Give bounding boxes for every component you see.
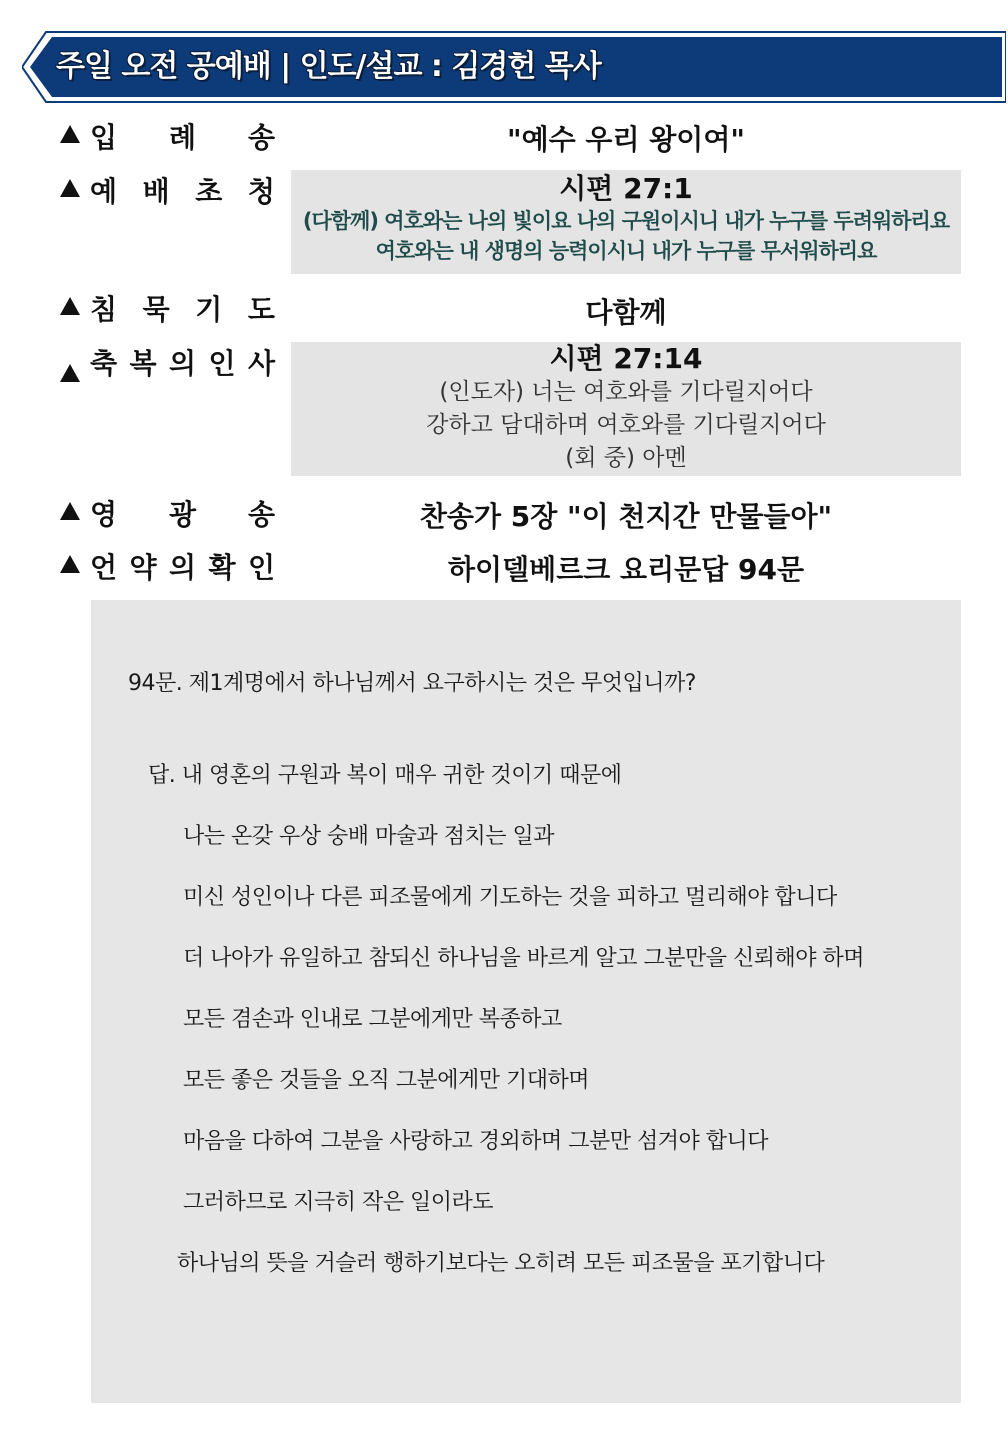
order-row-call-to-worship [0, 170, 1008, 274]
scripture-reference: 시편 27:1 [559, 172, 693, 205]
order-value: "예수 우리 왕이여" [506, 123, 745, 156]
order-label: 침 묵 기 도 [60, 288, 275, 328]
order-label: 영 광 송 [60, 493, 275, 533]
catechism-answer-line: 그러하므로 지극히 작은 일이라도 [183, 1190, 494, 1215]
order-row-greeting [0, 342, 1008, 476]
triangle-bullet-icon [60, 502, 80, 520]
order-row-covenant-confirmation [0, 546, 1008, 586]
scripture-reference: 시편 27:14 [549, 342, 703, 375]
triangle-bullet-icon [60, 125, 80, 143]
catechism-answer-line: 더 나아가 유일하고 참되신 하나님을 바르게 알고 그분만을 신뢰해야 하며 [183, 946, 865, 971]
order-value: 다함께 [585, 296, 667, 329]
catechism-answer-line: 마음을 다하여 그분을 사랑하고 경외하며 그분만 섬겨야 합니다 [183, 1129, 769, 1154]
triangle-bullet-icon [60, 555, 80, 573]
catechism-box [91, 600, 961, 1403]
catechism-answer-line: 나는 온갖 우상 숭배 마술과 점치는 일과 [183, 824, 554, 849]
catechism-question: 94문. 제1계명에서 하나님께서 요구하시는 것은 무엇입니까? [128, 671, 696, 696]
scripture-box [291, 342, 961, 476]
catechism-answer-line: 모든 좋은 것들을 오직 그분에게만 기대하며 [183, 1068, 590, 1093]
order-row-silent-prayer [0, 288, 1008, 328]
order-value: 하이델베르크 요리문답 94문 [448, 553, 804, 586]
catechism-answer-line: 답. 내 영혼의 구원과 복이 매우 귀한 것이기 때문에 [148, 763, 622, 788]
scripture-line: 여호와는 내 생명의 능력이시니 내가 누구를 무서워하리요 [375, 239, 877, 263]
scripture-box [291, 170, 961, 274]
scripture-line: (다함께) 여호와는 나의 빛이요 나의 구원이시니 내가 누구를 두려워하리요 [302, 209, 950, 233]
catechism-answer-line: 모든 겸손과 인내로 그분에게만 복종하고 [183, 1007, 562, 1032]
order-row-entrance-hymn [0, 116, 1008, 156]
triangle-bullet-icon [60, 179, 80, 197]
order-label: 예 배 초 청 [60, 170, 275, 210]
scripture-line: (인도자) 너는 여호와를 기다릴지어다 [439, 379, 813, 405]
triangle-bullet-icon [60, 297, 80, 315]
catechism-answer-line: 미신 성인이나 다른 피조물에게 기도하는 것을 피하고 멀리해야 합니다 [183, 885, 837, 910]
order-label: 축 복 의 인 사 [60, 342, 275, 382]
catechism-answer-line: 하나님의 뜻을 거슬러 행하기보다는 오히려 모든 피조물을 포기합니다 [177, 1251, 825, 1276]
order-row-doxology [0, 493, 1008, 533]
order-label: 입 례 송 [60, 116, 275, 156]
order-label: 언 약 의 확 인 [60, 546, 275, 586]
header-banner [22, 30, 1006, 104]
scripture-line: (회 중) 아멘 [565, 445, 687, 471]
service-title: 주일 오전 공예배 | 인도/설교 : 김경헌 목사 [56, 49, 601, 84]
order-value: 찬송가 5장 "이 천지간 만물들아" [419, 500, 833, 533]
triangle-bullet-icon [60, 364, 80, 382]
scripture-line: 강하고 담대하며 여호와를 기다릴지어다 [426, 412, 826, 438]
